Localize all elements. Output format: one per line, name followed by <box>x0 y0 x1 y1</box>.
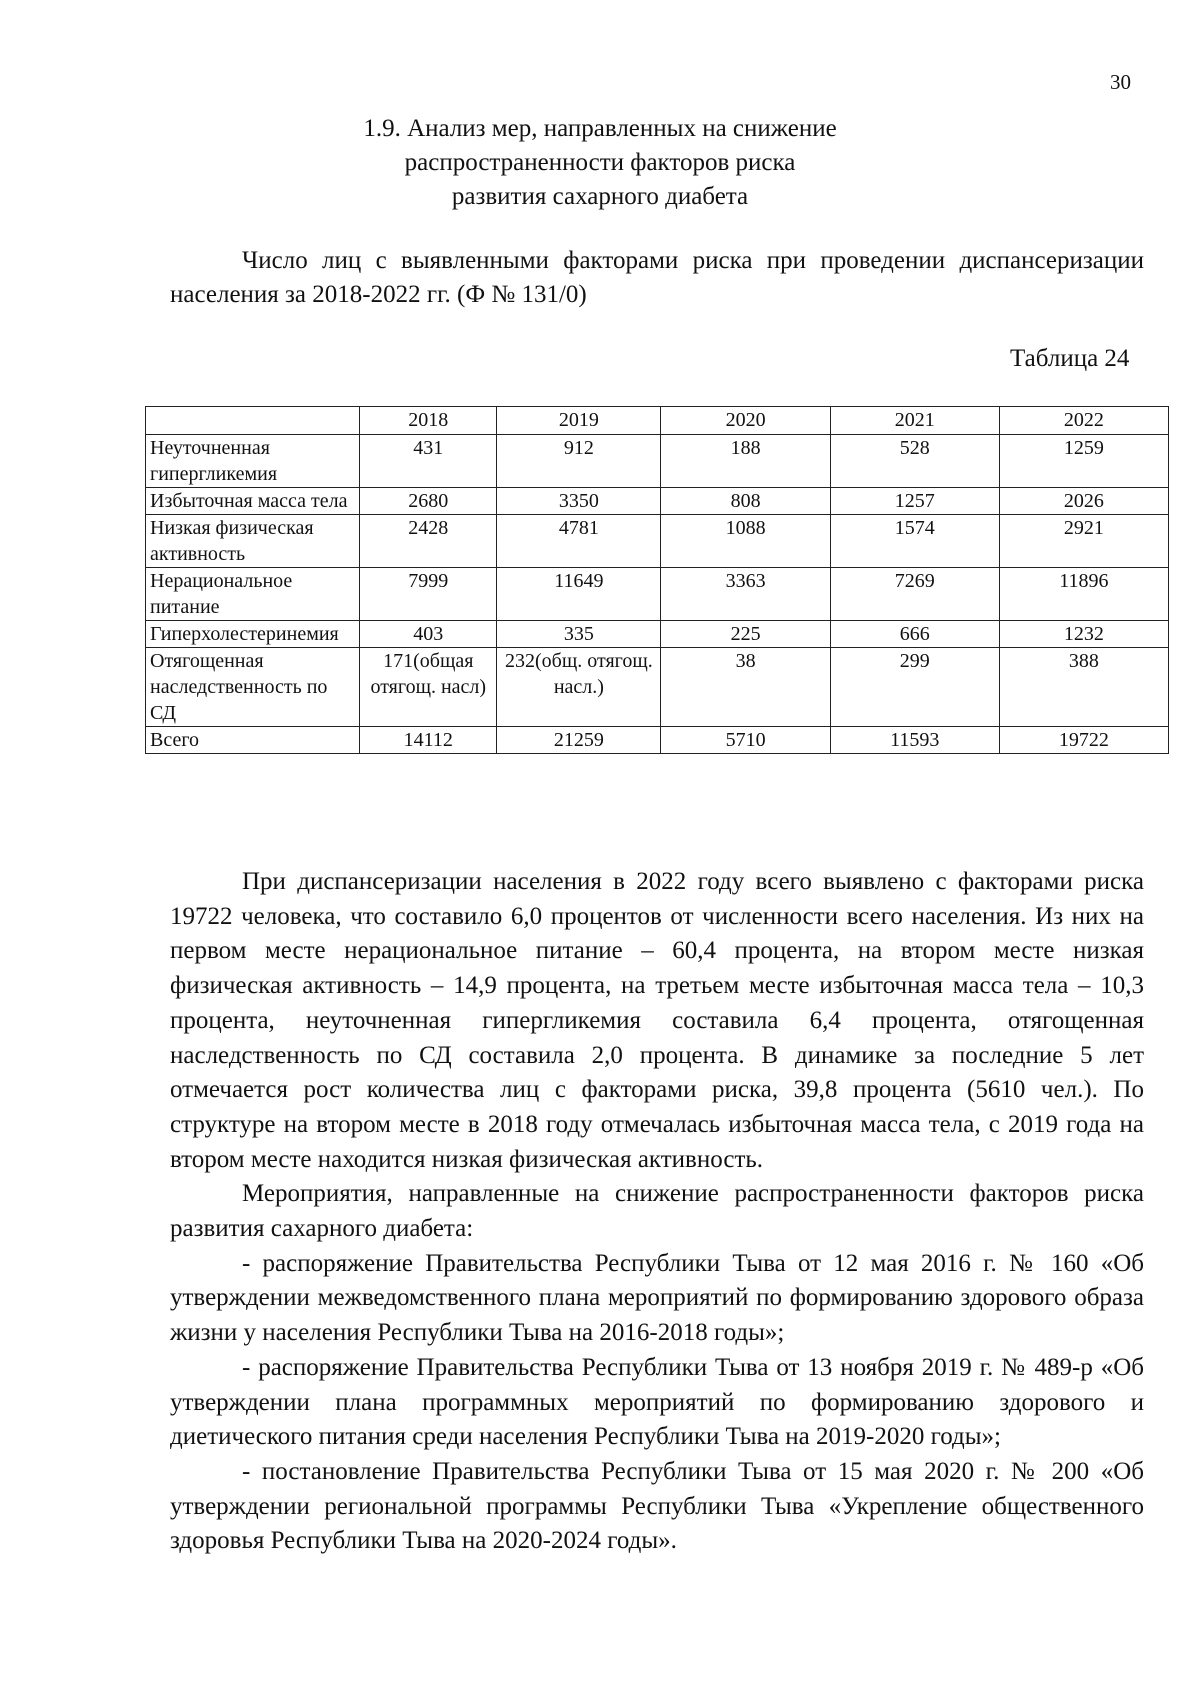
row-label: Отягощенная наследственность по СД <box>146 648 360 727</box>
table-cell: 3350 <box>497 488 661 515</box>
list-item: - постановление Правительства Республики Тыва от 15 мая 2020 г. № 200 «Об утверждении региональной программы Республики Тыва «Укрепление общественного здоровья Республики Тыва на 2020-2024 годы». <box>170 1457 1144 1555</box>
table-cell: 11896 <box>999 568 1168 621</box>
table-cell: 225 <box>661 621 830 648</box>
table-header-cell: 2022 <box>999 407 1168 435</box>
risk-factors-table <box>145 406 1169 754</box>
table-cell: 19722 <box>999 727 1168 754</box>
table-cell: 171(общая отягощ. насл) <box>360 648 497 727</box>
table-header-row <box>146 407 1169 435</box>
table-cell: 2428 <box>360 515 497 568</box>
table-cell: 2026 <box>999 488 1168 515</box>
table-cell: 1232 <box>999 621 1168 648</box>
paragraph: При диспансеризации населения в 2022 году всего выявлено с факторами риска 19722 человека, что составило 6,0 процентов от численности всего населения. Из них на первом месте нерациональное питание – 60,4 процента, на втором месте низкая физическая активность – 14,9 процента, на третьем месте избыточная масса тела – 10,3 процента, неуточненная гипергликемия составила 6,4 процента, отягощенная наследственность по СД составила 2,0 процента. В динамике за последние 5 лет отмечается рост количества лиц с факторами риска, 39,8 процента (5610 чел.). По структуре на втором месте в 2018 году отмечалась избыточная масса тела, с 2019 года на втором месте находится низкая физическая активность. <box>170 868 1144 1173</box>
body-text <box>170 865 1144 1559</box>
table-row <box>146 648 1169 727</box>
row-label: Неуточненная гипергликемия <box>146 435 360 488</box>
table-cell: 232(общ. отягощ. насл.) <box>497 648 661 727</box>
table-cell: 528 <box>830 435 999 488</box>
row-label: Избыточная масса тела <box>146 488 360 515</box>
table-row-total <box>146 727 1169 754</box>
table-caption: Число лиц с выявленными факторами риска при проведении диспансеризации населения за 2018-2022 гг. (Ф № 131/0) <box>170 247 1144 308</box>
table-cell: 808 <box>661 488 830 515</box>
table-cell: 3363 <box>661 568 830 621</box>
table-cell: 1257 <box>830 488 999 515</box>
table-row <box>146 568 1169 621</box>
table-cell: 388 <box>999 648 1168 727</box>
table-header-cell: 2019 <box>497 407 661 435</box>
list-item: - распоряжение Правительства Республики Тыва от 12 мая 2016 г. № 160 «Об утверждении межведомственного плана мероприятий по формированию здорового образа жизни у населения Республики Тыва на 2016-2018 годы»; <box>170 1249 1144 1347</box>
table-cell: 7999 <box>360 568 497 621</box>
row-label: Нерациональное питание <box>146 568 360 621</box>
table-cell: 4781 <box>497 515 661 568</box>
row-label: Низкая физическая активность <box>146 515 360 568</box>
table-row <box>146 621 1169 648</box>
table-cell: 299 <box>830 648 999 727</box>
table-label: Таблица 24 <box>1010 345 1130 372</box>
table-cell: 21259 <box>497 727 661 754</box>
page-number: 30 <box>1110 70 1131 94</box>
table-cell: 2680 <box>360 488 497 515</box>
table-cell: 1259 <box>999 435 1168 488</box>
section-title-line: 1.9. Анализ мер, направленных на снижение <box>363 115 837 142</box>
table-cell: 1574 <box>830 515 999 568</box>
table-row <box>146 435 1169 488</box>
table-header-cell <box>146 407 360 435</box>
table-cell: 14112 <box>360 727 497 754</box>
table-cell: 1088 <box>661 515 830 568</box>
table-cell: 38 <box>661 648 830 727</box>
section-title-line: распространенности факторов риска <box>404 149 796 176</box>
table-cell: 912 <box>497 435 661 488</box>
list-item: - распоряжение Правительства Республики Тыва от 13 ноября 2019 г. № 489-р «Об утверждении плана программных мероприятий по формированию здорового и диетического питания среди населения Республики Тыва на 2019-2020 годы»; <box>170 1353 1144 1451</box>
table-cell: 7269 <box>830 568 999 621</box>
table-header-cell: 2021 <box>830 407 999 435</box>
table-row <box>146 515 1169 568</box>
paragraph: Мероприятия, направленные на снижение распространенности факторов риска развития сахарного диабета: <box>170 1180 1144 1243</box>
table-cell: 188 <box>661 435 830 488</box>
table-header-cell: 2018 <box>360 407 497 435</box>
table-cell: 666 <box>830 621 999 648</box>
table-row <box>146 488 1169 515</box>
table-cell: 2921 <box>999 515 1168 568</box>
row-label: Всего <box>146 727 360 754</box>
table-cell: 11649 <box>497 568 661 621</box>
table-cell: 335 <box>497 621 661 648</box>
section-title <box>0 112 1200 214</box>
table-header-cell: 2020 <box>661 407 830 435</box>
section-title-line: развития сахарного диабета <box>451 183 749 210</box>
table-cell: 431 <box>360 435 497 488</box>
table-cell: 11593 <box>830 727 999 754</box>
table-cell: 403 <box>360 621 497 648</box>
table-cell: 5710 <box>661 727 830 754</box>
row-label: Гиперхолестеринемия <box>146 621 360 648</box>
